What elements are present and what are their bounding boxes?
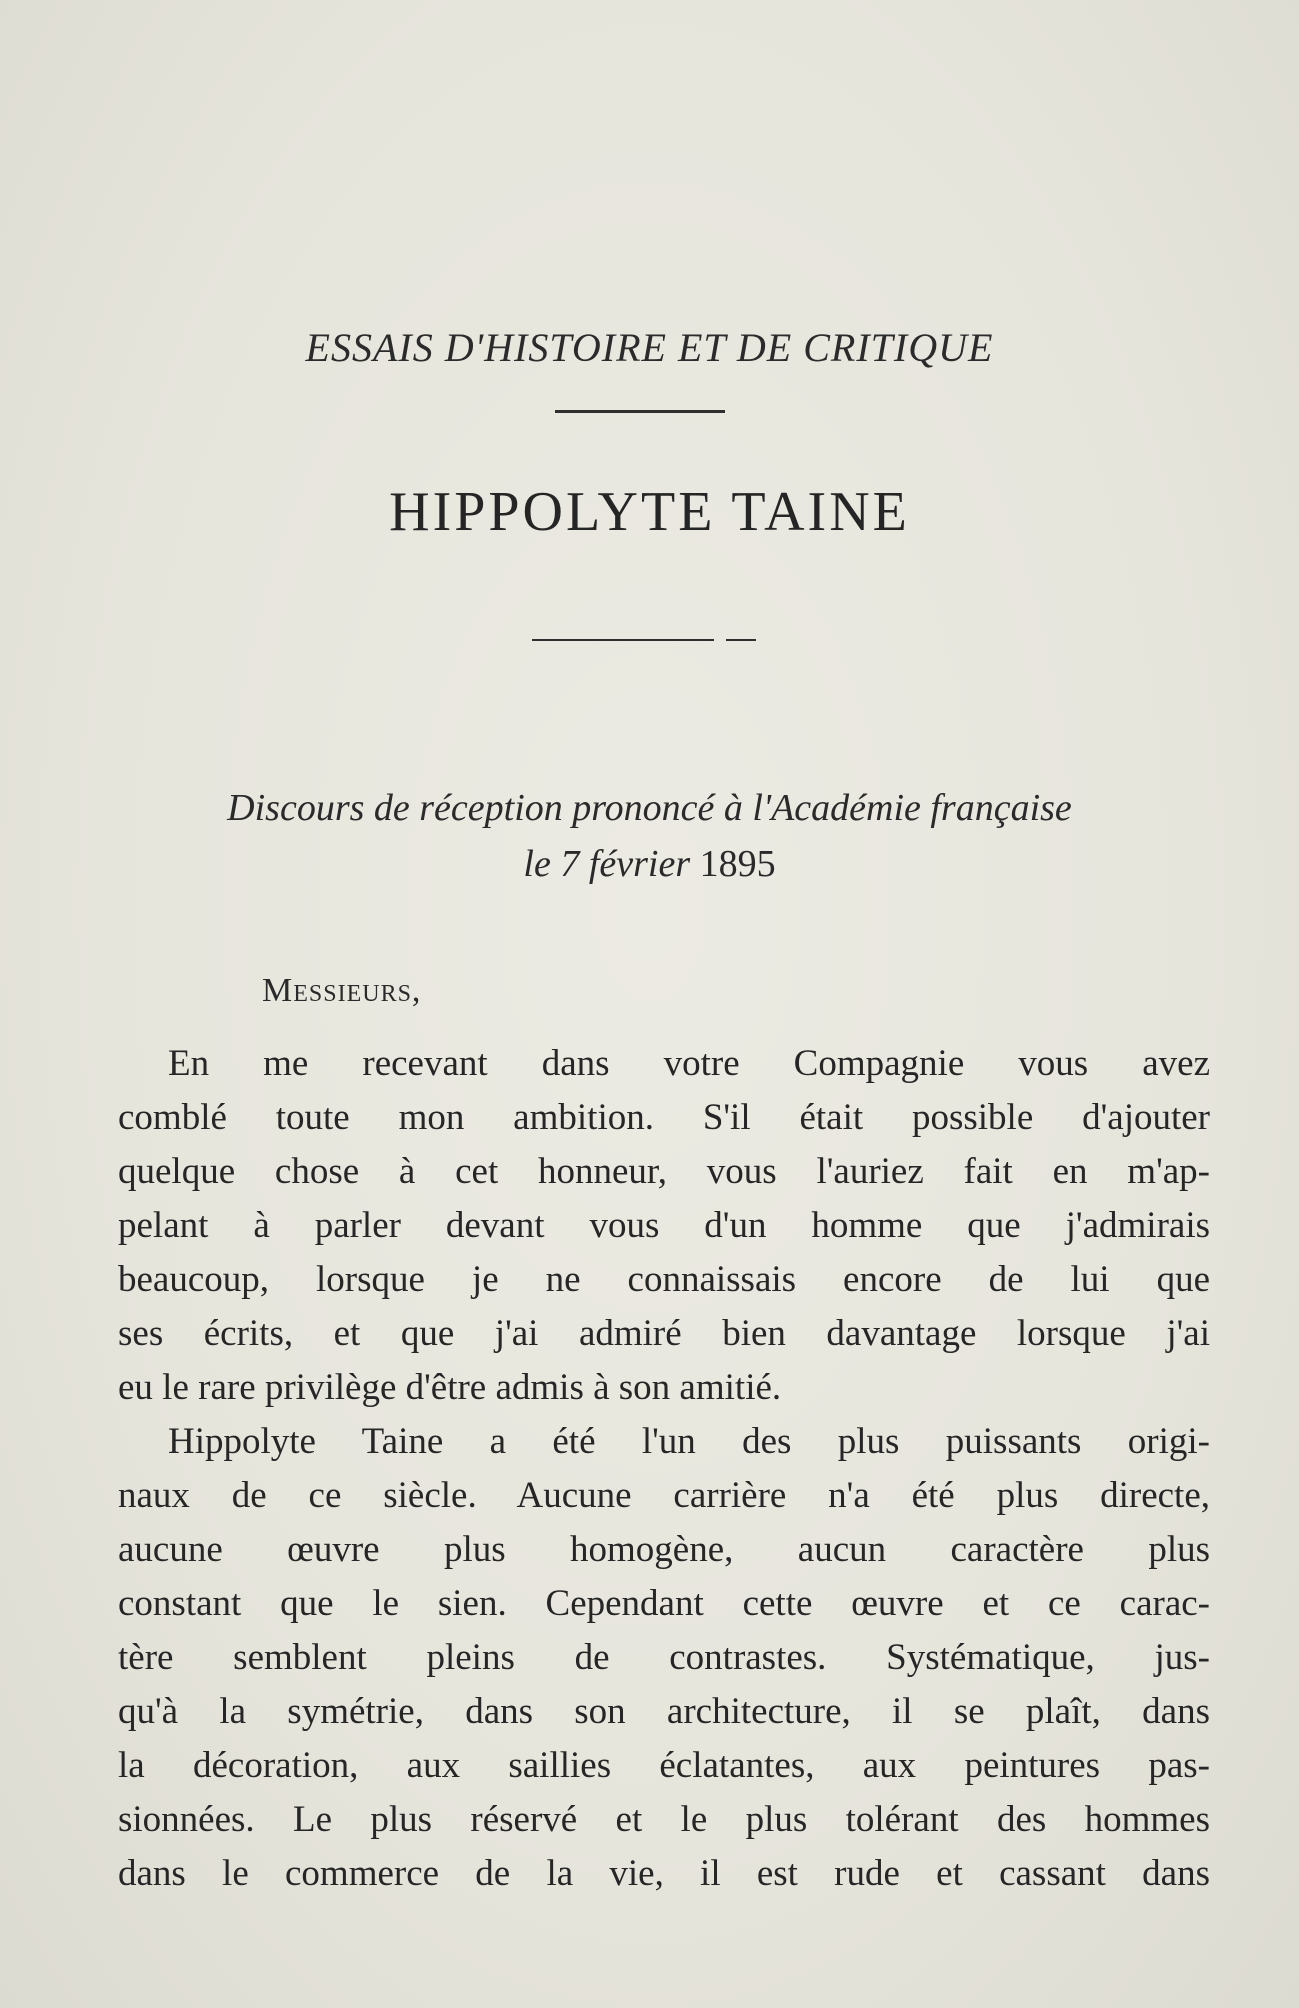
body-line: eu le rare privilège d'être admis à son amitié. <box>118 1367 782 1408</box>
subtitle-year: 1895 <box>699 843 776 885</box>
body-line: En me recevant dans votre Compagnie vous avez <box>168 1043 1210 1084</box>
subtitle-line-2 <box>0 842 1299 886</box>
body-line: constant que le sien. Cependant cette œuvre et ce carac- <box>118 1583 1210 1624</box>
rule-under-title <box>532 639 714 641</box>
running-head: ESSAIS D'HISTOIRE ET DE CRITIQUE <box>305 325 994 370</box>
body-line: qu'à la symétrie, dans son architecture, il se plaît, dans <box>118 1691 1210 1732</box>
body-line: pelant à parler devant vous d'un homme que j'admirais <box>118 1205 1210 1246</box>
body-line: Hippolyte Taine a été l'un des plus puissants origi- <box>168 1421 1210 1462</box>
body-line: tère semblent pleins de contrastes. Systématique, jus- <box>118 1637 1210 1678</box>
salutation: Messieurs, <box>262 972 422 1009</box>
body-line: quelque chose à cet honneur, vous l'auriez fait en m'ap- <box>118 1151 1210 1192</box>
rule-under-title-dash <box>726 639 756 641</box>
body-line: comblé toute mon ambition. S'il était possible d'ajouter <box>118 1097 1210 1138</box>
body-line: la décoration, aux saillies éclatantes, aux peintures pas- <box>118 1745 1210 1786</box>
page-title: HIPPOLYTE TAINE <box>389 481 910 543</box>
subtitle-date: le 7 février <box>523 843 691 885</box>
body-line: sionnées. Le plus réservé et le plus tolérant des hommes <box>118 1799 1210 1840</box>
body-line: dans le commerce de la vie, il est rude et cassant dans <box>118 1853 1210 1894</box>
rule-under-running-head <box>555 410 725 413</box>
subtitle-line-1: Discours de réception prononcé à l'Académie française <box>227 787 1072 829</box>
body-line: naux de ce siècle. Aucune carrière n'a été plus directe, <box>118 1475 1210 1516</box>
body-line: ses écrits, et que j'ai admiré bien davantage lorsque j'ai <box>118 1313 1210 1354</box>
body-line: aucune œuvre plus homogène, aucun caractère plus <box>118 1529 1210 1570</box>
body-line: beaucoup, lorsque je ne connaissais encore de lui que <box>118 1259 1210 1300</box>
